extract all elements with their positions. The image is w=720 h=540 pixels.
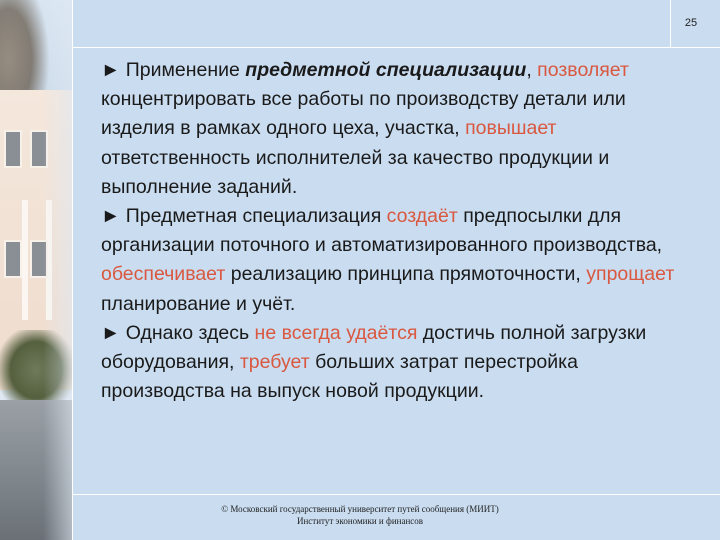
bullet-marker-icon: ► <box>101 321 121 344</box>
body-text: концентрировать все работы по производству детали или изделия в рамках одного цеха, участка, <box>101 88 626 140</box>
body-text: планирование и учёт. <box>101 292 296 315</box>
campus-building-photo <box>0 0 72 540</box>
highlighted-verb: упрощает <box>586 263 675 286</box>
footer-copyright: © Московский государственный университет путей сообщения (МИИТ) <box>221 504 499 514</box>
body-text: Однако здесь <box>120 321 255 344</box>
body-text: Применение <box>120 59 246 81</box>
highlighted-verb: обеспечивает <box>101 263 226 286</box>
highlighted-verb: требует <box>239 351 310 374</box>
divider-left <box>72 0 73 540</box>
body-text: , <box>526 59 538 81</box>
body-text: ответственность исполнителей за качество продукции и выполнение заданий. <box>101 146 610 198</box>
bullet-paragraph <box>101 319 701 407</box>
body-text: предпосылки для организации поточного и автоматизированного производства, <box>101 205 663 257</box>
slide-body <box>101 56 701 406</box>
body-text: больших затрат перестройка производства на выпуск новой продукции. <box>101 351 578 403</box>
highlighted-verb: не всегда удаётся <box>254 321 418 344</box>
footer-institute: Институт экономики и финансов <box>296 516 424 526</box>
emphasized-term: предметной специализации <box>245 59 527 81</box>
highlighted-verb: повышает <box>465 117 557 140</box>
bullet-marker-icon: ► <box>101 59 121 81</box>
page-number: 25 <box>684 17 698 29</box>
divider-top <box>72 47 720 48</box>
highlighted-verb: позволяет <box>537 59 629 81</box>
body-text: Предметная специализация <box>120 205 387 228</box>
bullet-paragraph <box>101 56 701 202</box>
bullet-paragraph <box>101 202 701 319</box>
bullet-marker-icon: ► <box>101 205 121 228</box>
highlighted-verb: создаёт <box>386 205 458 228</box>
divider-page-number <box>670 0 671 48</box>
divider-bottom <box>72 494 720 495</box>
body-text: реализацию принципа прямоточности, <box>225 263 587 286</box>
body-text: достичь полной загрузки оборудования, <box>101 321 647 374</box>
footer <box>180 503 540 527</box>
